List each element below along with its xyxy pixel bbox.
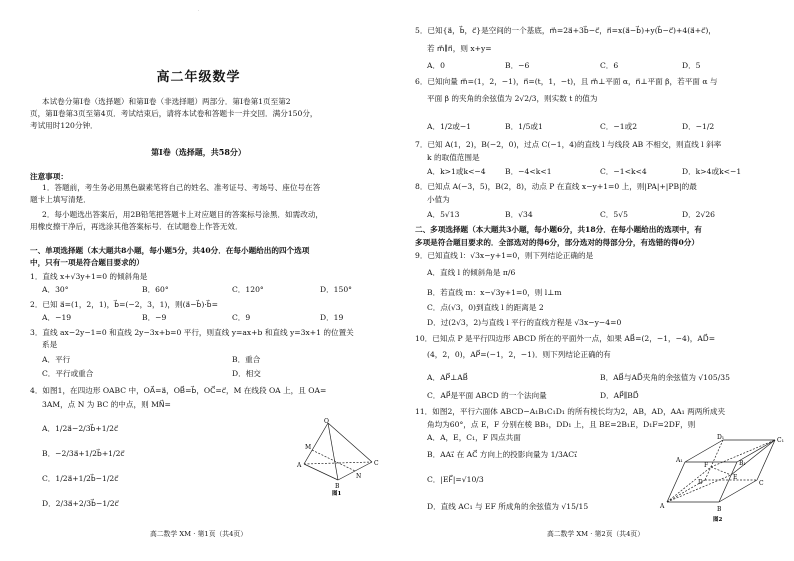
q6-option-b: B．1/5或1 — [505, 122, 543, 131]
q1-option-c: C．120° — [232, 285, 264, 294]
fig2-label-b1: B₁ — [739, 460, 746, 467]
q9-option-d: D．过(2√3，2)与直线 l 平行的直线方程是 √3x−y−4=0 — [427, 318, 622, 327]
note-line-3: 2．每小题选出答案后，用2B铅笔把答题卡上对应题目的答案标号涂黑．如需改动， — [42, 210, 324, 219]
q9-option-b: B．若直线 m：x−√3y+1=0，则 l⊥m — [427, 288, 562, 297]
q1-option-a: A．30° — [42, 285, 69, 294]
q1-stem: 1．直线 x+√3y+1=0 的倾斜角是 — [30, 272, 148, 281]
q10-stem-line-1: 10．已知点 P 是平行四边形 ABCD 所在的平面外一点，如果 AB⃗=(2，−1，−4)，AD⃗= — [415, 334, 716, 343]
right-footer: 高二数学 XM · 第2页（共4页） — [546, 530, 645, 538]
q4-option-b: B．−2/3a⃗+1/2b⃗+1/2c⃗ — [42, 449, 125, 458]
note-line-1: 1．答题前，考生务必用黑色碳素笔将自己的姓名、准考证号、考场号、座位号在答 — [42, 183, 321, 192]
q8-option-b: B．√34 — [505, 210, 533, 219]
fig2-caption: 图2 — [713, 517, 723, 523]
q7-option-c: C．−1<k<4 — [600, 167, 647, 176]
q5-option-d: D．5 — [682, 61, 701, 70]
q7-option-b: B．−4<k<1 — [505, 167, 552, 176]
segment-ef — [711, 467, 731, 475]
q7-stem-line-1: 7．已知 A(1，2)，B(−2，0)，过点 C(−1，4)的直线 l 与线段 AB 不相交，则直线 l 斜率 — [415, 140, 722, 149]
edge-oc — [328, 423, 372, 462]
intro-line-1: 本试卷分第Ⅰ卷（选择题）和第Ⅱ卷（非选择题）两部分．第Ⅰ卷第1页至第2 — [42, 97, 291, 106]
q10-stem-line-2: (4，2，0)，AP⃗=(−1，2，−1)．则下列结论正确的有 — [427, 350, 611, 359]
q11-stem-line-2: 角均为60°，点 E，F 分别在棱 BB₁，DD₁ 上，且 BE=2B₁E，D₁F=2DF，则 — [427, 420, 696, 429]
section1-line-1: 一、单项选择题（本大题共8小题，每小题5分，共40分．在每小题给出的四个选项 — [30, 246, 310, 255]
section1-line-2: 中，只有一项是符合题目要求的） — [30, 258, 144, 267]
q11-option-b: B．AA₁⃗ 在 AC⃗ 方向上的投影向量为 1/3AC₁⃗ — [427, 450, 578, 459]
fig2-label-c: C — [759, 480, 764, 487]
edge-bc — [338, 462, 372, 480]
q9-option-a: A．直线 l 的倾斜角是 π/6 — [427, 268, 516, 277]
fig2-label-f: F — [704, 462, 709, 469]
q5-option-c: C．6 — [600, 61, 619, 70]
intro-line-3: 考试用时120分钟． — [30, 121, 98, 130]
q11-option-a: A．A，E，C₁，F 四点共面 — [427, 433, 521, 442]
edge-bb1 — [719, 462, 737, 502]
figure-2-parallelepiped — [659, 432, 789, 524]
q7-option-d: D．k>4或k<−1 — [682, 167, 742, 176]
edge-ob — [328, 423, 338, 480]
edge-b1c1 — [737, 440, 775, 462]
edge-a1d1 — [685, 440, 723, 462]
q2-stem: 2．已知 a⃗=(1，2，1)，b⃗=(−2，3，1)，则(a⃗−b⃗)·b⃗= — [30, 300, 218, 309]
top-mark: · — [197, 8, 200, 14]
q3-option-a: A．平行 — [42, 355, 71, 364]
left-footer: 高二数学 XM · 第1页（共4页） — [149, 530, 248, 538]
edge-cc1 — [757, 440, 775, 480]
part-title: 第Ⅰ卷（选择题，共58分） — [151, 147, 246, 157]
q6-option-a: A．1/2或−1 — [427, 122, 472, 131]
note-line-2: 题卡上填写清楚． — [30, 195, 91, 204]
q4-stem-line-2: 3AM，点 N 为 BC 的中点，则 MN⃗= — [42, 400, 171, 409]
q8-stem-line-1: 8．已知点 A(−3，5)，B(2，8)，动点 P 在直线 x−y+1=0 上，则|PA|+|PB|的最 — [415, 182, 697, 191]
q4-stem-line-1: 4．如图1，在四边形 OABC 中，OA⃗=a⃗，OB⃗=b⃗，OC⃗=c⃗，M 在线段 OA 上，且 OA= — [30, 386, 327, 395]
q3-option-c: C．平行或重合 — [42, 369, 94, 378]
q3-stem-line-2: 系是 — [42, 340, 58, 349]
q8-option-a: A．5√13 — [427, 210, 460, 219]
fig1-caption: 图1 — [332, 491, 342, 496]
q10-option-d: D．AP⃗∥BD⃗ — [600, 391, 639, 400]
fig1-label-a: A — [297, 462, 302, 469]
q10-option-b: B．AB⃗与AD⃗夹角的余弦值为 √105/35 — [600, 373, 730, 382]
fig1-label-m: M — [305, 444, 312, 451]
q9-option-c: C．点(√3，0)到直线 l 的距离是 2 — [427, 303, 544, 312]
q5-stem-line-1: 5．已知{a⃗，b⃗，c⃗}是空间的一个基底，m⃗=2a⃗+3b⃗−c⃗，n⃗=x(a⃗−b⃗)+y(b⃗−c⃗)+4(a⃗+c⃗)， — [415, 26, 716, 35]
q6-option-d: D．−1/2 — [682, 122, 715, 131]
q6-stem-line-2: 平面 β 的夹角的余弦值为 2√2/3，则实数 t 的值为 — [427, 94, 598, 103]
notes-title: 注意事项： — [30, 172, 68, 181]
fig1-label-n: N — [356, 473, 362, 480]
right-page — [397, 0, 794, 561]
edge-dd1 — [705, 440, 723, 480]
q4-option-a: A．1/2a⃗−2/3b⃗+1/2c⃗ — [42, 424, 119, 433]
q7-stem-line-2: k 的取值范围是 — [427, 153, 480, 162]
figure-1-tetrahedron — [290, 418, 382, 496]
q11-option-d: D．直线 AC₁ 与 EF 所成角的余弦值为 √15/15 — [427, 502, 589, 511]
q8-option-d: D．2√26 — [682, 210, 716, 219]
q2-option-d: D．19 — [320, 313, 344, 322]
fig1-label-b: B — [335, 483, 340, 490]
edge-bc — [719, 480, 757, 502]
q4-option-c: C．1/2a⃗+1/2b⃗−1/2c⃗ — [42, 474, 119, 483]
fig2-label-e: E — [733, 474, 738, 481]
q1-option-b: B．60° — [142, 285, 169, 294]
q3-stem-line-1: 3．直线 ax−2y−1=0 和直线 2y−3x+b=0 平行，则直线 y=ax+b 和直线 y=3x+1 的位置关 — [30, 328, 354, 337]
segment-af — [667, 467, 711, 502]
q2-option-c: C．9 — [232, 313, 251, 322]
q6-stem-line-1: 6．已知向量 m⃗=(1，2，−1)，n⃗=(t，1，−t)，且 m⃗⊥平面 α，n⃗⊥平面 β，若平面 α 与 — [415, 77, 718, 86]
fig2-label-a: A — [660, 503, 665, 510]
edge-ab — [304, 464, 338, 480]
note-line-4: 用橡皮擦干净后，再选涂其他答案标号．在试题卷上作答无效． — [30, 222, 243, 231]
q8-stem-line-2: 小值为 — [427, 195, 450, 204]
q3-option-d: D．相交 — [232, 369, 261, 378]
q3-option-b: B．重合 — [232, 355, 261, 364]
q7-option-a: A．k>1或k<−4 — [427, 167, 486, 176]
q5-stem-line-2: 若 m⃗∥n⃗，则 x+y= — [427, 44, 492, 53]
fig2-label-d1: D₁ — [717, 434, 725, 441]
q9-stem: 9．已知直线 l：√3x−y+1=0，则下列结论正确的是 — [415, 251, 594, 260]
q10-option-a: A．AP⃗⊥AB⃗ — [427, 373, 468, 382]
q8-option-c: C．5√5 — [600, 210, 628, 219]
q11-option-c: C．|EF⃗|=√10/3 — [427, 475, 484, 484]
edge-aa1 — [667, 462, 685, 502]
fig1-label-c: C — [374, 460, 379, 467]
q5-option-b: B．−6 — [505, 61, 530, 70]
q11-stem-line-1: 11．如图2，平行六面体 ABCD−A₁B₁C₁D₁ 的所有棱长均为2，AB，AD，AA₁ 两两所成夹 — [415, 407, 726, 416]
page-title: 高二年级数学 — [156, 70, 241, 85]
q4-option-d: D．2/3a⃗+2/3b⃗−1/2c⃗ — [42, 499, 119, 508]
intro-line-2: 页，第Ⅱ卷第3页至第4页．考试结束后，请将本试卷和答题卡一并交回．满分150分， — [30, 109, 318, 118]
section2-line-2: 多项是符合题目要求的．全部选对的得6分，部分选对的得部分分，有选错的得0分） — [415, 238, 699, 247]
q2-option-a: A．−19 — [42, 313, 72, 322]
q6-option-c: C．−1或2 — [600, 122, 638, 131]
fig2-label-a1: A₁ — [676, 457, 683, 464]
q10-option-c: C．AP⃗是平面 ABCD 的一个法向量 — [427, 391, 547, 400]
fig1-label-o: O — [324, 418, 329, 425]
fig2-label-b: B — [717, 506, 722, 513]
section2-line-1: 二、多项选择题（本大题共3小题，每小题6分，共18分．在每小题给出的选项中，有 — [415, 225, 702, 234]
fig2-label-d: D — [698, 479, 703, 486]
fig2-label-c1: C₁ — [777, 437, 784, 444]
q2-option-b: B．−9 — [142, 313, 167, 322]
segment-ec1 — [731, 440, 775, 475]
q1-option-d: D．150° — [320, 285, 352, 294]
q5-option-a: A．0 — [427, 61, 445, 70]
